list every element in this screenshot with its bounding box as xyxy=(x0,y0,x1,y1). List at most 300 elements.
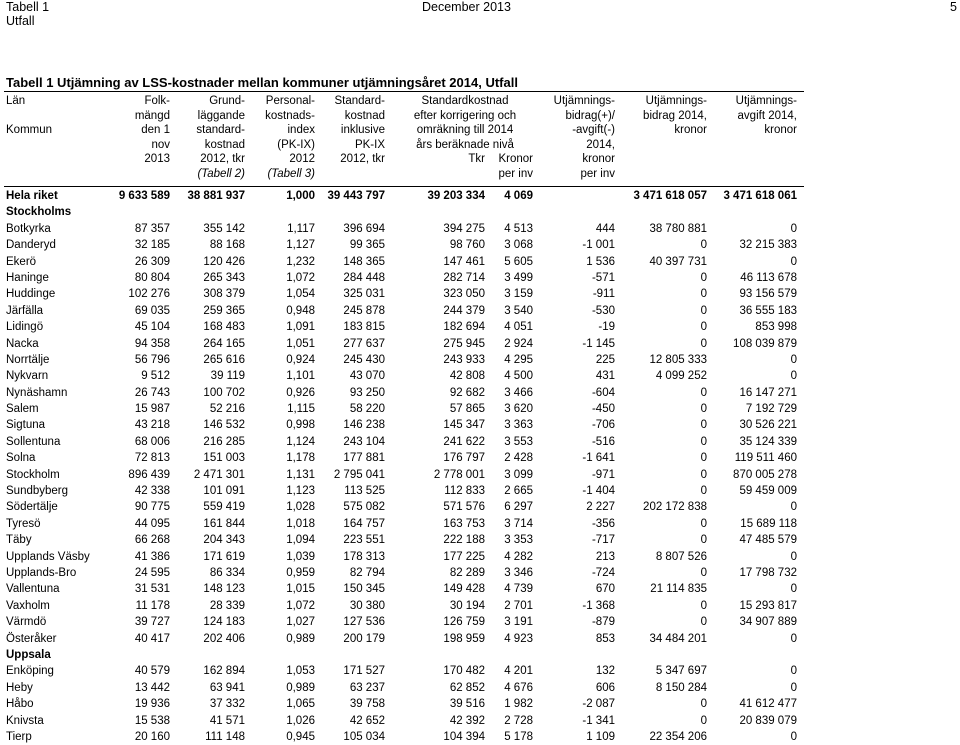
cell-pkix: 1,101 xyxy=(286,370,315,383)
cell-pkix: 0,948 xyxy=(286,304,315,317)
cell-korrigerad-tkr: 147 461 xyxy=(443,255,485,268)
cell-kronor-per-inv: 3 540 xyxy=(504,304,533,317)
cell-korrigerad-tkr: 222 188 xyxy=(443,534,485,547)
cell-utjamningsavgift: 32 215 383 xyxy=(739,239,797,252)
group-name: Uppsala xyxy=(6,648,51,661)
cell-utjamningsbidrag: 34 484 201 xyxy=(649,632,707,645)
table-row xyxy=(0,598,960,614)
table-row xyxy=(0,352,960,368)
cell-korrigerad-tkr: 275 945 xyxy=(443,337,485,350)
table-row xyxy=(0,368,960,384)
cell-pkix: 1,094 xyxy=(286,534,315,547)
cell-utjamningsavgift: 46 113 678 xyxy=(740,271,797,284)
cell-bidrag-avgift-per-inv: -1 145 xyxy=(582,337,615,350)
cell-bidrag-avgift-per-inv: -1 641 xyxy=(582,452,615,465)
cell-folkmangd: 68 006 xyxy=(134,435,170,448)
cell-kronor-per-inv: 4 923 xyxy=(504,632,533,645)
cell-kommun: Heby xyxy=(6,681,33,694)
cell-utjamningsbidrag: 0 xyxy=(700,435,707,448)
cell-pkix: 1,127 xyxy=(286,239,315,252)
cell-utjamningsavgift: 20 839 079 xyxy=(739,714,797,727)
cell-pkix: 1,232 xyxy=(286,255,315,268)
cell-utjamningsbidrag: 38 780 881 xyxy=(649,222,707,235)
cell-bidrag-avgift-per-inv: -971 xyxy=(591,468,615,481)
table-row xyxy=(0,303,960,319)
cell-standardkostnad: 223 551 xyxy=(343,534,385,547)
cell-kommun: Sollentuna xyxy=(6,435,61,448)
cell-kommun: Ekerö xyxy=(6,255,37,268)
cell-standardkostnad: 325 031 xyxy=(343,288,385,301)
cell-folkmangd: 26 309 xyxy=(134,255,170,268)
cell-kronor-per-inv: 4 500 xyxy=(504,370,533,383)
cell-utjamningsavgift: 0 xyxy=(790,632,797,645)
doc-subtitle: Utfall xyxy=(6,14,35,28)
cell-grundlaggande: 111 148 xyxy=(205,730,245,743)
cell-kommun: Haninge xyxy=(6,271,49,284)
cell-standardkostnad: 150 345 xyxy=(343,583,385,596)
cell-korrigerad-tkr: 145 347 xyxy=(443,419,485,432)
cell-kommun: Järfälla xyxy=(6,304,44,317)
cell-utjamningsbidrag: 5 347 697 xyxy=(655,665,707,678)
cell-utjamningsbidrag: 0 xyxy=(700,714,707,727)
cell-utjamningsavgift: 0 xyxy=(790,665,797,678)
cell-pkix: 1,072 xyxy=(286,271,315,284)
table-row xyxy=(0,434,960,450)
group-header-row xyxy=(0,204,960,220)
cell-grundlaggande: 100 702 xyxy=(203,386,245,399)
cell-bidrag-avgift-per-inv: -530 xyxy=(591,304,615,317)
cell-pkix: 1,051 xyxy=(286,337,315,350)
cell-standardkostnad: 177 881 xyxy=(343,452,385,465)
cell-grundlaggande: 37 332 xyxy=(209,698,245,711)
cell-folkmangd: 56 796 xyxy=(134,353,170,366)
header-grundlaggande: Grund- läggande standard- kostnad 2012, tkr (Tabell 2) xyxy=(196,95,245,180)
cell-grundlaggande: 202 406 xyxy=(203,632,245,645)
cell-korrigerad-tkr: 243 933 xyxy=(443,353,485,366)
table-row xyxy=(0,581,960,597)
cell-utjamningsbidrag: 8 807 526 xyxy=(655,550,707,563)
cell-kommun: Tierp xyxy=(6,730,32,743)
cell-standardkostnad: 2 795 041 xyxy=(333,468,385,481)
cell-utjamningsbidrag: 3 471 618 057 xyxy=(633,190,707,202)
cell-kronor-per-inv: 5 605 xyxy=(504,255,533,268)
cell-bidrag-avgift-per-inv: 431 xyxy=(595,370,615,383)
cell-bidrag-avgift-per-inv: -717 xyxy=(591,534,615,547)
cell-folkmangd: 31 531 xyxy=(134,583,170,596)
cell-kommun: Botkyrka xyxy=(6,222,51,235)
cell-bidrag-avgift-per-inv: -1 368 xyxy=(582,599,615,612)
cell-kommun: Värmdö xyxy=(6,616,47,629)
cell-korrigerad-tkr: 571 576 xyxy=(443,501,485,514)
header-bidrag-avgift-per-inv: Utjämnings- bidrag(+)/ -avgift(-) 2014, kronor per inv xyxy=(553,95,615,180)
cell-folkmangd: 896 439 xyxy=(128,468,170,481)
cell-utjamningsbidrag: 0 xyxy=(700,452,707,465)
cell-bidrag-avgift-per-inv: -356 xyxy=(591,517,615,530)
cell-folkmangd: 20 160 xyxy=(134,730,170,743)
cell-folkmangd: 9 633 589 xyxy=(118,190,170,202)
cell-utjamningsavgift: 853 998 xyxy=(755,321,797,334)
cell-korrigerad-tkr: 104 394 xyxy=(443,730,485,743)
cell-utjamningsbidrag: 4 099 252 xyxy=(655,370,707,383)
cell-utjamningsavgift: 0 xyxy=(790,255,797,268)
table-row xyxy=(0,696,960,712)
cell-pkix: 0,959 xyxy=(286,566,315,579)
cell-grundlaggande: 308 379 xyxy=(203,288,245,301)
cell-grundlaggande: 259 365 xyxy=(203,304,245,317)
cell-kommun: Sigtuna xyxy=(6,419,46,432)
cell-folkmangd: 69 035 xyxy=(134,304,170,317)
cell-utjamningsavgift: 0 xyxy=(790,681,797,694)
cell-utjamningsavgift: 35 124 339 xyxy=(739,435,797,448)
table-row xyxy=(0,270,960,286)
cell-grundlaggande: 38 881 937 xyxy=(187,190,245,202)
cell-utjamningsavgift: 7 192 729 xyxy=(745,403,797,416)
cell-utjamningsbidrag: 0 xyxy=(700,239,707,252)
cell-kronor-per-inv: 3 553 xyxy=(504,435,533,448)
cell-korrigerad-tkr: 244 379 xyxy=(443,304,485,317)
cell-folkmangd: 44 095 xyxy=(134,517,170,530)
cell-kronor-per-inv: 4 295 xyxy=(504,353,533,366)
cell-bidrag-avgift-per-inv: 2 227 xyxy=(586,501,615,514)
cell-bidrag-avgift-per-inv: -1 341 xyxy=(582,714,615,727)
header-kommun: Kommun xyxy=(6,124,53,136)
cell-utjamningsbidrag: 22 354 206 xyxy=(649,730,707,743)
cell-kommun: Knivsta xyxy=(6,714,44,727)
cell-utjamningsbidrag: 40 397 731 xyxy=(649,255,707,268)
table-row xyxy=(0,516,960,532)
cell-folkmangd: 94 358 xyxy=(134,337,170,350)
cell-utjamningsavgift: 0 xyxy=(790,370,797,383)
cell-folkmangd: 15 538 xyxy=(134,714,170,727)
cell-utjamningsavgift: 30 526 221 xyxy=(739,419,797,432)
cell-kommun: Vallentuna xyxy=(6,583,60,596)
cell-grundlaggande: 101 091 xyxy=(203,485,245,498)
cell-utjamningsbidrag: 0 xyxy=(700,517,707,530)
table-row xyxy=(0,499,960,515)
cell-standardkostnad: 113 525 xyxy=(344,485,385,498)
cell-standardkostnad: 171 527 xyxy=(343,665,385,678)
cell-pkix: 1,053 xyxy=(286,665,315,678)
cell-kommun: Danderyd xyxy=(6,239,56,252)
cell-korrigerad-tkr: 323 050 xyxy=(443,288,485,301)
cell-bidrag-avgift-per-inv: -2 087 xyxy=(582,698,615,711)
cell-kronor-per-inv: 4 513 xyxy=(504,222,533,235)
table-row xyxy=(0,401,960,417)
cell-utjamningsavgift: 870 005 278 xyxy=(733,468,797,481)
cell-standardkostnad: 58 220 xyxy=(349,403,385,416)
cell-pkix: 0,924 xyxy=(286,353,315,366)
cell-standardkostnad: 39 758 xyxy=(349,698,385,711)
cell-grundlaggande: 28 339 xyxy=(209,599,245,612)
cell-kommun: Sundbyberg xyxy=(6,485,69,498)
table-row xyxy=(0,221,960,237)
cell-kronor-per-inv: 3 363 xyxy=(504,419,533,432)
cell-utjamningsbidrag: 0 xyxy=(700,616,707,629)
cell-utjamningsbidrag: 0 xyxy=(700,599,707,612)
cell-folkmangd: 45 104 xyxy=(134,321,170,334)
cell-kommun: Enköping xyxy=(6,665,54,678)
cell-standardkostnad: 146 238 xyxy=(343,419,385,432)
cell-korrigerad-tkr: 163 753 xyxy=(443,517,485,530)
cell-korrigerad-tkr: 42 808 xyxy=(449,370,485,383)
cell-korrigerad-tkr: 126 759 xyxy=(443,616,485,629)
cell-kronor-per-inv: 5 178 xyxy=(504,730,533,743)
cell-utjamningsavgift: 36 555 183 xyxy=(739,304,797,317)
cell-bidrag-avgift-per-inv: 225 xyxy=(595,353,615,366)
cell-grundlaggande: 120 426 xyxy=(203,255,245,268)
cell-bidrag-avgift-per-inv: 132 xyxy=(595,665,615,678)
cell-standardkostnad: 243 104 xyxy=(343,435,385,448)
cell-kommun: Täby xyxy=(6,534,32,547)
cell-kommun: Upplands Väsby xyxy=(6,550,90,563)
cell-kommun: Salem xyxy=(6,403,39,416)
doc-table-label: Tabell 1 xyxy=(6,0,50,14)
cell-folkmangd: 102 276 xyxy=(128,288,170,301)
cell-utjamningsavgift: 17 798 732 xyxy=(739,566,797,579)
cell-kronor-per-inv: 4 069 xyxy=(504,190,533,202)
cell-bidrag-avgift-per-inv: -571 xyxy=(591,271,615,284)
cell-grundlaggande: 146 532 xyxy=(203,419,245,432)
cell-kommun: Tyresö xyxy=(6,517,41,530)
cell-korrigerad-tkr: 30 194 xyxy=(449,599,485,612)
table-row xyxy=(0,450,960,466)
table-row xyxy=(0,237,960,253)
cell-korrigerad-tkr: 198 959 xyxy=(443,632,485,645)
table-row xyxy=(0,483,960,499)
cell-utjamningsavgift: 0 xyxy=(790,550,797,563)
cell-kronor-per-inv: 3 346 xyxy=(504,566,533,579)
cell-pkix: 0,945 xyxy=(286,730,315,743)
cell-standardkostnad: 164 757 xyxy=(343,517,385,530)
cell-utjamningsavgift: 16 147 271 xyxy=(739,386,797,399)
cell-grundlaggande: 151 003 xyxy=(203,452,245,465)
cell-pkix: 1,039 xyxy=(286,550,315,563)
table-row xyxy=(0,713,960,729)
cell-korrigerad-tkr: 82 289 xyxy=(449,566,485,579)
cell-folkmangd: 66 268 xyxy=(134,534,170,547)
cell-pkix: 1,117 xyxy=(287,222,315,235)
cell-pkix: 1,072 xyxy=(286,599,315,612)
table-header xyxy=(0,94,960,186)
page-header-left xyxy=(6,0,49,28)
table-row xyxy=(0,319,960,335)
cell-grundlaggande: 161 844 xyxy=(203,517,245,530)
cell-bidrag-avgift-per-inv: 606 xyxy=(595,681,615,694)
cell-korrigerad-tkr: 282 714 xyxy=(443,271,485,284)
cell-kronor-per-inv: 2 701 xyxy=(504,599,533,612)
table-row xyxy=(0,336,960,352)
cell-folkmangd: 41 386 xyxy=(134,550,170,563)
cell-kommun: Norrtälje xyxy=(6,353,50,366)
cell-standardkostnad: 105 034 xyxy=(343,730,385,743)
cell-utjamningsavgift: 15 293 817 xyxy=(739,599,797,612)
cell-utjamningsbidrag: 0 xyxy=(700,403,707,416)
cell-folkmangd: 87 357 xyxy=(134,222,170,235)
cell-korrigerad-tkr: 92 682 xyxy=(449,386,485,399)
cell-grundlaggande: 88 168 xyxy=(209,239,245,252)
table-row xyxy=(0,680,960,696)
cell-utjamningsbidrag: 0 xyxy=(700,468,707,481)
cell-pkix: 1,178 xyxy=(286,452,315,465)
cell-bidrag-avgift-per-inv: -604 xyxy=(591,386,615,399)
cell-kommun: Nykvarn xyxy=(6,370,49,383)
cell-standardkostnad: 178 313 xyxy=(343,550,385,563)
table-row xyxy=(0,663,960,679)
cell-folkmangd: 19 936 xyxy=(134,698,170,711)
cell-korrigerad-tkr: 394 275 xyxy=(443,222,485,235)
cell-pkix: 1,054 xyxy=(286,288,315,301)
cell-pkix: 1,028 xyxy=(286,501,315,514)
cell-folkmangd: 9 512 xyxy=(141,370,170,383)
cell-utjamningsbidrag: 8 150 284 xyxy=(655,681,707,694)
cell-korrigerad-tkr: 182 694 xyxy=(443,321,485,334)
cell-korrigerad-tkr: 177 225 xyxy=(443,550,485,563)
cell-korrigerad-tkr: 62 852 xyxy=(449,681,485,694)
cell-kommun: Håbo xyxy=(6,698,34,711)
cell-utjamningsbidrag: 0 xyxy=(700,485,707,498)
cell-pkix: 1,027 xyxy=(286,616,315,629)
cell-bidrag-avgift-per-inv: 853 xyxy=(595,632,615,645)
cell-utjamningsbidrag: 0 xyxy=(700,534,707,547)
cell-utjamningsavgift: 108 039 879 xyxy=(733,337,797,350)
cell-grundlaggande: 41 571 xyxy=(209,714,245,727)
cell-pkix: 0,998 xyxy=(286,419,315,432)
header-rule xyxy=(4,186,804,187)
cell-kommun: Upplands-Bro xyxy=(6,566,77,579)
cell-grundlaggande: 204 343 xyxy=(203,534,245,547)
table-row xyxy=(0,614,960,630)
cell-folkmangd: 43 218 xyxy=(134,419,170,432)
cell-kronor-per-inv: 4 282 xyxy=(504,550,533,563)
cell-utjamningsavgift: 0 xyxy=(790,730,797,743)
table-row xyxy=(0,467,960,483)
header-tkr: Tkr xyxy=(468,153,485,166)
cell-standardkostnad: 148 365 xyxy=(343,255,385,268)
cell-utjamningsbidrag: 12 805 333 xyxy=(649,353,707,366)
cell-kronor-per-inv: 4 051 xyxy=(504,321,533,334)
header-folkmangd: Folk- mängd den 1 nov 2013 xyxy=(134,95,170,166)
cell-grundlaggande: 171 619 xyxy=(203,550,245,563)
cell-standardkostnad: 99 365 xyxy=(349,239,385,252)
cell-grundlaggande: 355 142 xyxy=(203,222,245,235)
table-row xyxy=(0,286,960,302)
cell-pkix: 0,926 xyxy=(286,386,315,399)
cell-standardkostnad: 277 637 xyxy=(343,337,385,350)
cell-kronor-per-inv: 3 499 xyxy=(504,271,533,284)
cell-kronor-per-inv: 3 099 xyxy=(504,468,533,481)
cell-kommun: Österåker xyxy=(6,632,57,645)
cell-bidrag-avgift-per-inv: 670 xyxy=(595,583,615,596)
cell-korrigerad-tkr: 39 203 334 xyxy=(427,190,485,202)
cell-utjamningsbidrag: 0 xyxy=(700,566,707,579)
cell-korrigerad-tkr: 57 865 xyxy=(449,403,485,416)
cell-pkix: 1,115 xyxy=(287,403,315,416)
cell-utjamningsbidrag: 0 xyxy=(700,304,707,317)
cell-standardkostnad: 245 878 xyxy=(343,304,385,317)
cell-utjamningsbidrag: 0 xyxy=(700,698,707,711)
table-title: Tabell 1 Utjämning av LSS-kostnader mellan kommuner utjämningsåret 2014, Utfall xyxy=(6,75,518,90)
table-body xyxy=(0,188,960,745)
cell-kommun: Vaxholm xyxy=(6,599,50,612)
cell-pkix: 1,124 xyxy=(286,435,315,448)
cell-kronor-per-inv: 3 620 xyxy=(504,403,533,416)
cell-bidrag-avgift-per-inv: 1 109 xyxy=(586,730,615,743)
cell-folkmangd: 26 743 xyxy=(134,386,170,399)
table-row xyxy=(0,254,960,270)
cell-korrigerad-tkr: 39 516 xyxy=(449,698,485,711)
cell-grundlaggande: 265 343 xyxy=(203,271,245,284)
cell-kommun: Hela riket xyxy=(6,190,58,202)
cell-grundlaggande: 2 471 301 xyxy=(193,468,245,481)
cell-kronor-per-inv: 6 297 xyxy=(504,501,533,514)
cell-utjamningsavgift: 119 511 460 xyxy=(734,452,797,465)
cell-folkmangd: 42 338 xyxy=(134,485,170,498)
cell-kronor-per-inv: 2 428 xyxy=(504,452,533,465)
cell-kronor-per-inv: 2 665 xyxy=(504,485,533,498)
cell-bidrag-avgift-per-inv: 1 536 xyxy=(586,255,615,268)
cell-utjamningsbidrag: 0 xyxy=(700,419,707,432)
page-header xyxy=(0,0,960,34)
cell-grundlaggande: 148 123 xyxy=(203,583,245,596)
cell-grundlaggande: 124 183 xyxy=(203,616,245,629)
header-utjamningsavgift: Utjämnings- avgift 2014, kronor xyxy=(735,95,797,137)
cell-korrigerad-tkr: 149 428 xyxy=(443,583,485,596)
cell-utjamningsbidrag: 21 114 835 xyxy=(650,583,707,596)
cell-bidrag-avgift-per-inv: -911 xyxy=(592,288,615,301)
table-row xyxy=(0,532,960,548)
cell-utjamningsavgift: 3 471 618 061 xyxy=(723,190,797,202)
cell-standardkostnad: 183 815 xyxy=(343,321,385,334)
cell-korrigerad-tkr: 170 482 xyxy=(443,665,485,678)
cell-pkix: 0,989 xyxy=(286,681,315,694)
cell-folkmangd: 72 813 xyxy=(134,452,170,465)
cell-pkix: 1,091 xyxy=(286,321,315,334)
cell-kommun: Solna xyxy=(6,452,36,465)
cell-bidrag-avgift-per-inv: -879 xyxy=(591,616,615,629)
cell-grundlaggande: 52 216 xyxy=(209,403,245,416)
table-row xyxy=(0,729,960,745)
cell-standardkostnad: 396 694 xyxy=(343,222,385,235)
cell-korrigerad-tkr: 176 797 xyxy=(443,452,485,465)
header-personalkostnadsindex: Personal- kostnads- index (PK-IX) 2012 (Tabell 3) xyxy=(265,95,315,180)
cell-korrigerad-tkr: 42 392 xyxy=(449,714,485,727)
cell-kronor-per-inv: 4 201 xyxy=(504,665,533,678)
cell-folkmangd: 90 775 xyxy=(134,501,170,514)
table-row xyxy=(0,631,960,647)
cell-standardkostnad: 30 380 xyxy=(349,599,385,612)
cell-folkmangd: 32 185 xyxy=(134,239,170,252)
cell-grundlaggande: 86 334 xyxy=(209,566,245,579)
cell-kommun: Södertälje xyxy=(6,501,58,514)
cell-folkmangd: 40 417 xyxy=(134,632,170,645)
cell-folkmangd: 40 579 xyxy=(134,665,170,678)
cell-utjamningsbidrag: 202 172 838 xyxy=(643,501,707,514)
cell-korrigerad-tkr: 112 833 xyxy=(444,485,485,498)
header-standardkostnad: Standard- kostnad inklusive PK-IX 2012, tkr xyxy=(334,95,385,166)
cell-standardkostnad: 63 237 xyxy=(349,681,385,694)
cell-pkix: 1,015 xyxy=(286,583,315,596)
cell-utjamningsbidrag: 0 xyxy=(700,271,707,284)
cell-standardkostnad: 200 179 xyxy=(343,632,385,645)
cell-korrigerad-tkr: 241 622 xyxy=(443,435,485,448)
total-row xyxy=(0,188,960,204)
cell-grundlaggande: 559 419 xyxy=(203,501,245,514)
cell-standardkostnad: 127 536 xyxy=(343,616,385,629)
cell-kronor-per-inv: 3 068 xyxy=(504,239,533,252)
table-row xyxy=(0,549,960,565)
cell-utjamningsavgift: 41 612 477 xyxy=(739,698,797,711)
page-date: December 2013 xyxy=(422,0,511,14)
